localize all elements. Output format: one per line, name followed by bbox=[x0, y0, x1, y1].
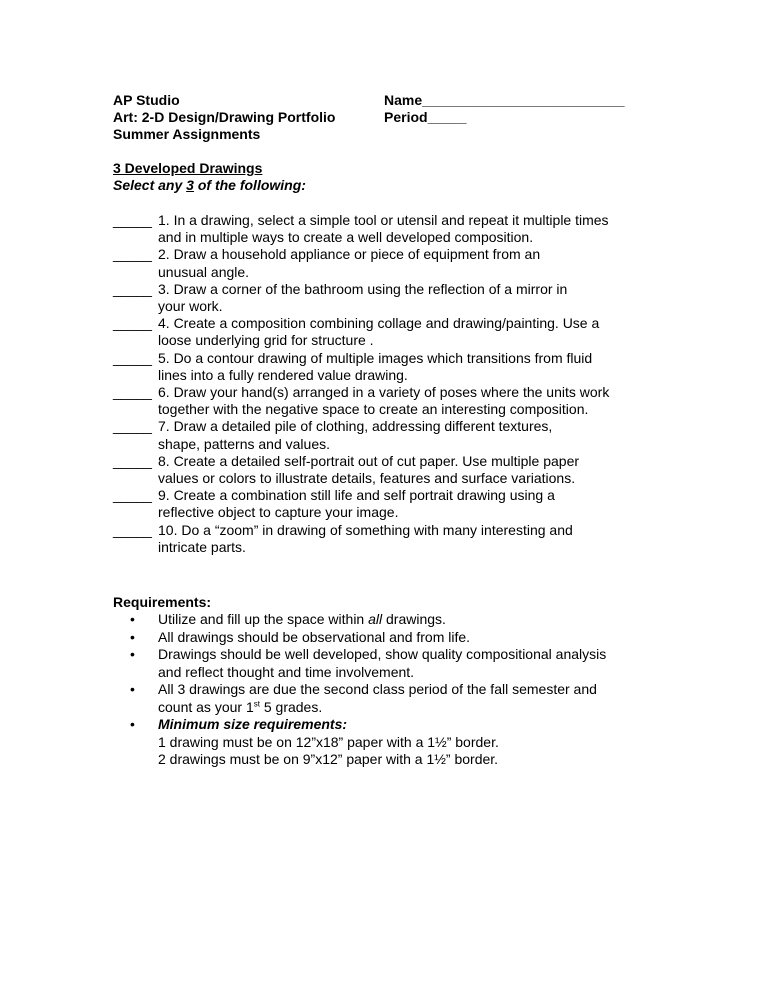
requirements-section bbox=[113, 594, 673, 769]
drawings-subtitle bbox=[113, 177, 673, 194]
req-text-part: 5 grades. bbox=[259, 698, 323, 715]
item-line: 5. Do a contour drawing of multiple images which transitions from fluid bbox=[158, 349, 593, 366]
item-line: 1. In a drawing, select a simple tool or utensil and repeat it multiple times bbox=[158, 212, 609, 228]
item-text bbox=[113, 350, 673, 384]
bullet-icon: • bbox=[130, 646, 135, 662]
req-text: drawings. bbox=[382, 611, 446, 627]
item-line: 10. Do a “zoom” in drawing of something with many interesting and bbox=[158, 521, 573, 538]
item-line: unusual angle. bbox=[158, 263, 250, 280]
req-text: and reflect thought and time involvement. bbox=[158, 663, 415, 680]
header-row-3 bbox=[113, 126, 673, 143]
item-line: loose underlying grid for structure . bbox=[158, 332, 374, 349]
item-text bbox=[113, 453, 673, 487]
item-line: 4. Create a composition combining collage and drawing/painting. Use a bbox=[158, 315, 600, 332]
list-item bbox=[113, 212, 673, 246]
requirements-list bbox=[113, 611, 673, 769]
item-text bbox=[113, 384, 673, 418]
item-line: 2. Draw a household appliance or piece of equipment from an bbox=[158, 246, 541, 263]
header-row-2 bbox=[113, 109, 673, 126]
bullet-icon: • bbox=[130, 628, 135, 645]
item-line: values or colors to illustrate details, features and surface variations. bbox=[158, 470, 576, 487]
item-text bbox=[113, 522, 673, 556]
requirements-title: Requirements: bbox=[113, 594, 212, 610]
item-line: 7. Draw a detailed pile of clothing, addressing different textures, bbox=[158, 418, 553, 435]
item-line: reflective object to capture your image. bbox=[158, 504, 399, 521]
req-text: All 3 drawings are due the second class period of the fall semester and bbox=[158, 681, 597, 697]
checkbox-blank: _____ bbox=[113, 315, 152, 332]
superscript: st bbox=[253, 698, 260, 708]
period-field-label: Period_____ bbox=[384, 109, 467, 125]
subtitle-prefix: Select any bbox=[113, 177, 187, 193]
checkbox-blank: _____ bbox=[113, 418, 152, 435]
bullet-icon: • bbox=[130, 611, 135, 627]
req-text-part: count as your 1 bbox=[158, 698, 254, 715]
item-line: intricate parts. bbox=[158, 538, 246, 555]
list-item bbox=[113, 418, 673, 452]
name-field-label: Name__________________________ bbox=[384, 92, 625, 108]
list-item bbox=[113, 522, 673, 556]
requirement-item bbox=[113, 681, 673, 716]
header-row-1 bbox=[113, 92, 673, 109]
drawings-section-heading bbox=[113, 160, 673, 194]
item-text bbox=[113, 281, 673, 315]
item-line: lines into a fully rendered value drawing. bbox=[158, 366, 408, 383]
requirement-item bbox=[113, 629, 673, 647]
list-item bbox=[113, 315, 673, 349]
drawings-title: 3 Developed Drawings bbox=[113, 160, 263, 176]
min-size-title: Minimum size requirements: bbox=[158, 716, 348, 732]
document-header bbox=[113, 92, 673, 143]
req-emphasis: all bbox=[368, 611, 383, 627]
list-item bbox=[113, 281, 673, 315]
item-line: shape, patterns and values. bbox=[158, 435, 331, 452]
req-text: 1 drawing must be on 12”x18” paper with a 1½” border. bbox=[158, 733, 499, 750]
checkbox-blank: _____ bbox=[113, 452, 152, 469]
item-line: 6. Draw your hand(s) arranged in a variety of poses where the units work bbox=[158, 384, 610, 401]
requirement-item bbox=[113, 716, 673, 769]
subtitle-number: 3 bbox=[186, 177, 194, 193]
item-line: 8. Create a detailed self-portrait out of cut paper. Use multiple paper bbox=[158, 452, 580, 469]
item-line: 9. Create a combination still life and self portrait drawing using a bbox=[158, 487, 555, 504]
list-item bbox=[113, 453, 673, 487]
list-item bbox=[113, 384, 673, 418]
item-line: 3. Draw a corner of the bathroom using the reflection of a mirror in bbox=[158, 280, 568, 297]
requirement-item bbox=[113, 611, 673, 629]
checkbox-blank: _____ bbox=[113, 384, 152, 401]
item-line: and in multiple ways to create a well developed composition. bbox=[158, 229, 534, 246]
req-text: 2 drawings must be on 9”x12” paper with a 1½” border. bbox=[158, 751, 499, 767]
item-text bbox=[113, 418, 673, 452]
item-text bbox=[113, 246, 673, 280]
drawing-options-list bbox=[113, 212, 673, 556]
req-text bbox=[158, 699, 673, 717]
list-item bbox=[113, 487, 673, 521]
bullet-icon: • bbox=[130, 681, 135, 697]
course-name: AP Studio bbox=[113, 92, 180, 108]
list-item bbox=[113, 246, 673, 280]
item-text bbox=[113, 315, 673, 349]
checkbox-blank: _____ bbox=[113, 280, 152, 297]
req-text: Drawings should be well developed, show quality compositional analysis bbox=[158, 646, 607, 662]
checkbox-blank: _____ bbox=[113, 212, 152, 228]
subtitle-suffix: of the following: bbox=[193, 177, 306, 193]
item-line: together with the negative space to create an interesting composition. bbox=[158, 401, 589, 418]
checkbox-blank: _____ bbox=[113, 349, 152, 366]
req-text: All drawings should be observational and from life. bbox=[158, 628, 471, 645]
bullet-icon: • bbox=[130, 716, 135, 732]
checkbox-blank: _____ bbox=[113, 521, 152, 538]
item-text bbox=[113, 212, 673, 246]
item-text bbox=[113, 487, 673, 521]
requirement-item bbox=[113, 646, 673, 681]
list-item bbox=[113, 350, 673, 384]
course-subtitle: Art: 2-D Design/Drawing Portfolio bbox=[113, 109, 336, 125]
req-text: Utilize and fill up the space within bbox=[158, 611, 369, 627]
assignment-type: Summer Assignments bbox=[113, 126, 261, 142]
item-line: your work. bbox=[158, 298, 223, 315]
checkbox-blank: _____ bbox=[113, 246, 152, 263]
checkbox-blank: _____ bbox=[113, 487, 152, 504]
